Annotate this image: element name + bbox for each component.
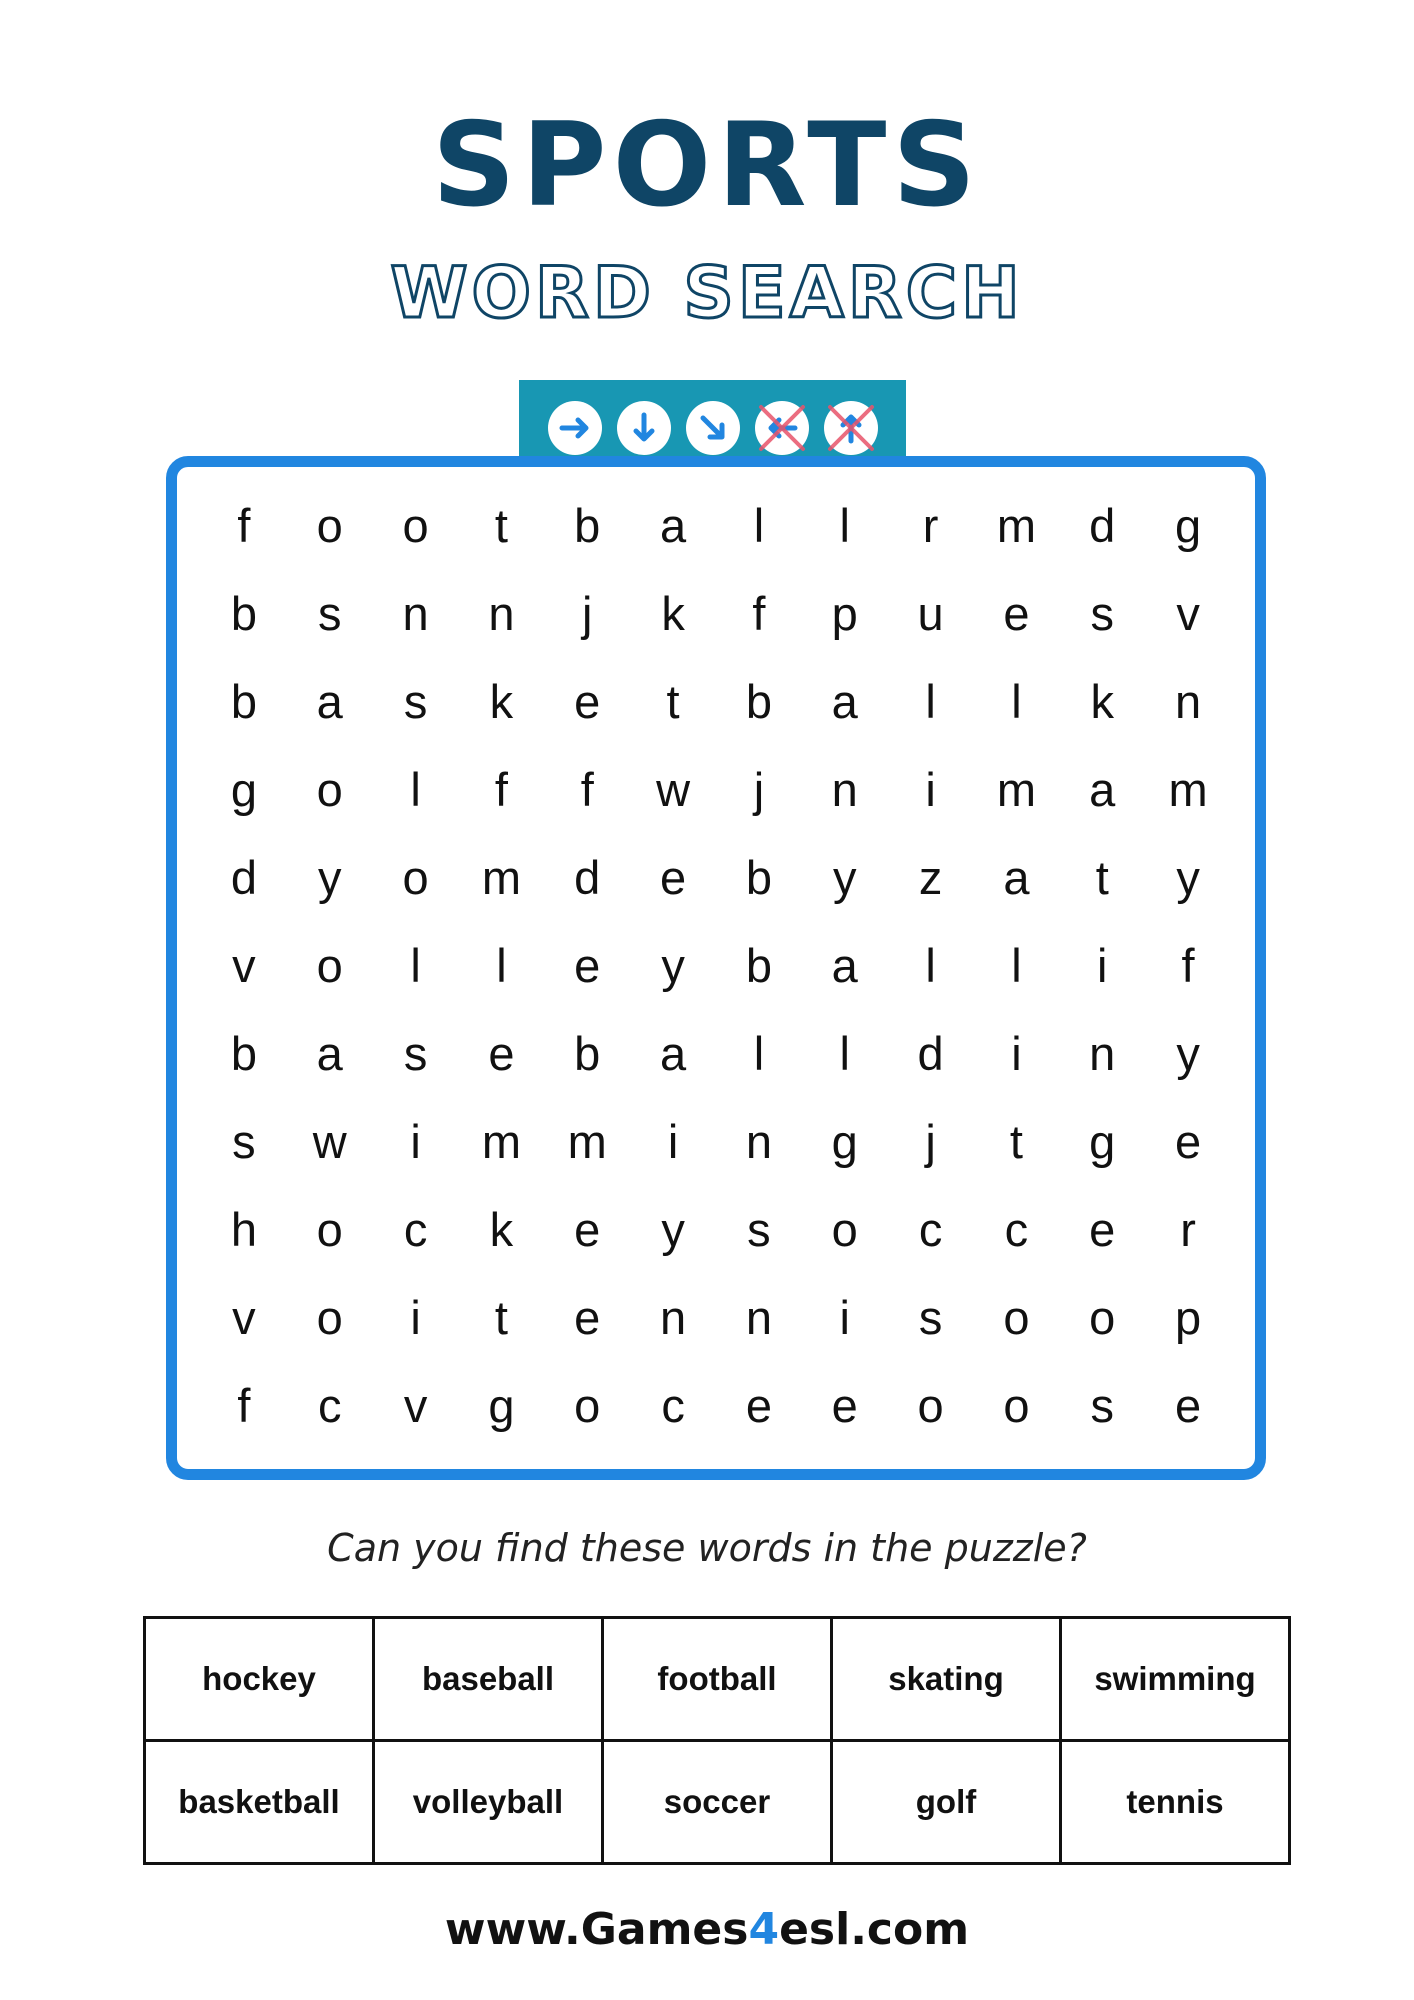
grid-letter: b: [230, 1026, 257, 1080]
arrow-up-icon: [824, 401, 878, 455]
word-search-grid-frame: [166, 456, 1266, 1480]
grid-letter: c: [317, 1378, 342, 1432]
grid-letter: f: [237, 498, 251, 552]
grid-letter: o: [316, 1202, 343, 1256]
grid-letter: t: [666, 674, 680, 728]
grid-letter: w: [656, 762, 691, 816]
grid-letter: e: [488, 1026, 515, 1080]
grid-letter: b: [745, 850, 772, 904]
grid-letter: f: [494, 762, 508, 816]
grid-letter: o: [316, 762, 343, 816]
grid-letter: e: [574, 1290, 601, 1344]
grid-letter: o: [402, 498, 429, 552]
grid-letter: l: [1011, 674, 1022, 728]
grid-letter: e: [574, 938, 601, 992]
grid-letter: z: [918, 850, 943, 904]
footer-url-accent: 4: [748, 1904, 780, 1955]
footer-url: [0, 1904, 1414, 1955]
grid-letter: s: [317, 586, 342, 640]
grid-letter: o: [402, 850, 429, 904]
grid-letter: k: [489, 674, 514, 728]
grid-letter: f: [752, 586, 766, 640]
grid-letter: n: [402, 586, 429, 640]
grid-letter: i: [1097, 938, 1108, 992]
page-subtitle: WORD SEARCH: [390, 252, 1024, 334]
grid-letter: n: [488, 586, 515, 640]
grid-letter: b: [574, 1026, 601, 1080]
grid-letter: n: [1175, 674, 1202, 728]
word-list-item: swimming: [1061, 1618, 1290, 1741]
grid-letter: j: [925, 1114, 936, 1168]
grid-letter: o: [316, 498, 343, 552]
word-list-item: hockey: [145, 1618, 374, 1741]
word-list-item: tennis: [1061, 1741, 1290, 1864]
grid-letter: g: [230, 762, 257, 816]
footer-url-prefix: www.Games: [444, 1904, 749, 1955]
grid-letter: k: [489, 1202, 514, 1256]
grid-letter: f: [237, 1378, 251, 1432]
grid-letter: i: [410, 1114, 421, 1168]
grid-letter: e: [831, 1378, 858, 1432]
grid-letter: l: [410, 762, 421, 816]
grid-letter: b: [230, 674, 257, 728]
grid-letter: a: [316, 674, 343, 728]
word-list-item: skating: [832, 1618, 1061, 1741]
page-title: SPORTS: [432, 98, 982, 233]
grid-letter: v: [232, 1290, 256, 1344]
grid-letter: a: [831, 674, 858, 728]
grid-letter: s: [232, 1114, 256, 1168]
grid-letter: l: [496, 938, 507, 992]
grid-letter: e: [574, 1202, 601, 1256]
grid-letter: h: [230, 1202, 257, 1256]
grid-letter: k: [661, 586, 685, 640]
instruction-text: Can you find these words in the puzzle?: [327, 1526, 1087, 1570]
grid-letter: c: [403, 1202, 428, 1256]
grid-letter: r: [1180, 1202, 1196, 1256]
grid-letter: u: [917, 586, 944, 640]
grid-letter: s: [403, 674, 428, 728]
grid-letter: c: [918, 1202, 943, 1256]
grid-letter: o: [574, 1378, 601, 1432]
grid-letter: m: [996, 498, 1036, 552]
grid-letter: o: [316, 1290, 343, 1344]
word-list-table: [143, 1616, 1291, 1865]
word-list-item: baseball: [374, 1618, 603, 1741]
grid-letter: y: [317, 850, 342, 904]
grid-letter: m: [996, 762, 1036, 816]
grid-letter: a: [1003, 850, 1030, 904]
grid-letter: p: [831, 586, 858, 640]
grid-letter: g: [831, 1114, 858, 1168]
word-list-item: football: [603, 1618, 832, 1741]
grid-letter: l: [925, 938, 936, 992]
grid-letter: o: [1003, 1290, 1030, 1344]
grid-letter: o: [917, 1378, 944, 1432]
grid-letter: e: [574, 674, 601, 728]
grid-letter: t: [1009, 1114, 1023, 1168]
grid-letter: i: [1011, 1026, 1022, 1080]
arrow-down-right-icon: [686, 401, 740, 455]
grid-letter: e: [745, 1378, 772, 1432]
grid-letter: v: [403, 1378, 428, 1432]
grid-letter: n: [745, 1290, 772, 1344]
grid-letter: d: [1089, 498, 1116, 552]
grid-letter: s: [747, 1202, 771, 1256]
grid-letter: a: [831, 938, 858, 992]
grid-letter: t: [1095, 850, 1109, 904]
grid-letter: l: [753, 1026, 765, 1080]
grid-letter: m: [481, 850, 521, 904]
grid-letter: b: [745, 938, 772, 992]
grid-letter: m: [567, 1114, 607, 1168]
grid-letter: k: [1090, 674, 1114, 728]
grid-letter: s: [1090, 586, 1114, 640]
grid-letter: d: [574, 850, 601, 904]
grid-letter: o: [831, 1202, 858, 1256]
grid-letter: f: [1181, 938, 1195, 992]
grid-letter: g: [1175, 498, 1202, 552]
grid-letter: l: [410, 938, 421, 992]
grid-letter: i: [667, 1114, 679, 1168]
grid-letter: y: [1176, 850, 1200, 904]
grid-letter: c: [661, 1378, 685, 1432]
grid-letter: f: [580, 762, 594, 816]
word-list-item: golf: [832, 1741, 1061, 1864]
word-list-item: volleyball: [374, 1741, 603, 1864]
grid-letter: d: [230, 850, 257, 904]
grid-letter: s: [1090, 1378, 1114, 1432]
grid-letter: c: [1004, 1202, 1029, 1256]
grid-letter: o: [1003, 1378, 1030, 1432]
grid-letter: s: [403, 1026, 428, 1080]
grid-letter: m: [1168, 762, 1208, 816]
grid-letter: e: [1089, 1202, 1116, 1256]
grid-letter: m: [481, 1114, 521, 1168]
grid-letter: a: [660, 1026, 687, 1080]
word-list-item: basketball: [145, 1741, 374, 1864]
grid-letter: p: [1175, 1290, 1202, 1344]
grid-letter: n: [745, 1114, 772, 1168]
grid-letter: a: [660, 498, 687, 552]
word-search-grid: [201, 481, 1231, 1449]
grid-letter: g: [1089, 1114, 1116, 1168]
grid-letter: v: [232, 938, 256, 992]
grid-letter: i: [925, 762, 936, 816]
grid-letter: e: [1003, 586, 1030, 640]
grid-letter: b: [230, 586, 257, 640]
arrow-down-icon: [617, 401, 671, 455]
grid-letter: i: [839, 1290, 850, 1344]
grid-letter: l: [753, 498, 765, 552]
grid-letter: l: [839, 1026, 850, 1080]
grid-letter: j: [582, 586, 593, 640]
grid-letter: a: [316, 1026, 343, 1080]
word-list-item: soccer: [603, 1741, 832, 1864]
word-list-row: [145, 1618, 1290, 1741]
grid-letter: e: [1175, 1114, 1202, 1168]
grid-letter: r: [922, 498, 939, 552]
grid-letter: n: [831, 762, 858, 816]
grid-letter: n: [1089, 1026, 1116, 1080]
grid-letter: g: [488, 1378, 515, 1432]
grid-letter: w: [312, 1114, 347, 1168]
grid-letter: j: [753, 762, 765, 816]
grid-letter: v: [1176, 586, 1200, 640]
grid-letter: l: [1011, 938, 1022, 992]
grid-letter: e: [1175, 1378, 1202, 1432]
grid-letter: s: [918, 1290, 943, 1344]
grid-letter: y: [661, 938, 685, 992]
grid-letter: i: [410, 1290, 421, 1344]
grid-letter: o: [316, 938, 343, 992]
grid-letter: t: [494, 498, 508, 552]
grid-letter: y: [1176, 1026, 1200, 1080]
word-list-row: [145, 1741, 1290, 1864]
arrow-left-icon: [755, 401, 809, 455]
grid-letter: l: [839, 498, 850, 552]
arrow-right-icon: [548, 401, 602, 455]
grid-letter: b: [745, 674, 772, 728]
grid-letter: n: [660, 1290, 687, 1344]
grid-letter: y: [661, 1202, 685, 1256]
grid-letter: d: [917, 1026, 944, 1080]
grid-letter: t: [494, 1290, 508, 1344]
grid-letter: y: [832, 850, 857, 904]
grid-letter: b: [574, 498, 601, 552]
grid-letter: a: [1089, 762, 1116, 816]
grid-letter: o: [1089, 1290, 1116, 1344]
grid-letter: l: [925, 674, 936, 728]
footer-url-suffix: esl.com: [779, 1904, 970, 1955]
grid-letter: e: [660, 850, 687, 904]
